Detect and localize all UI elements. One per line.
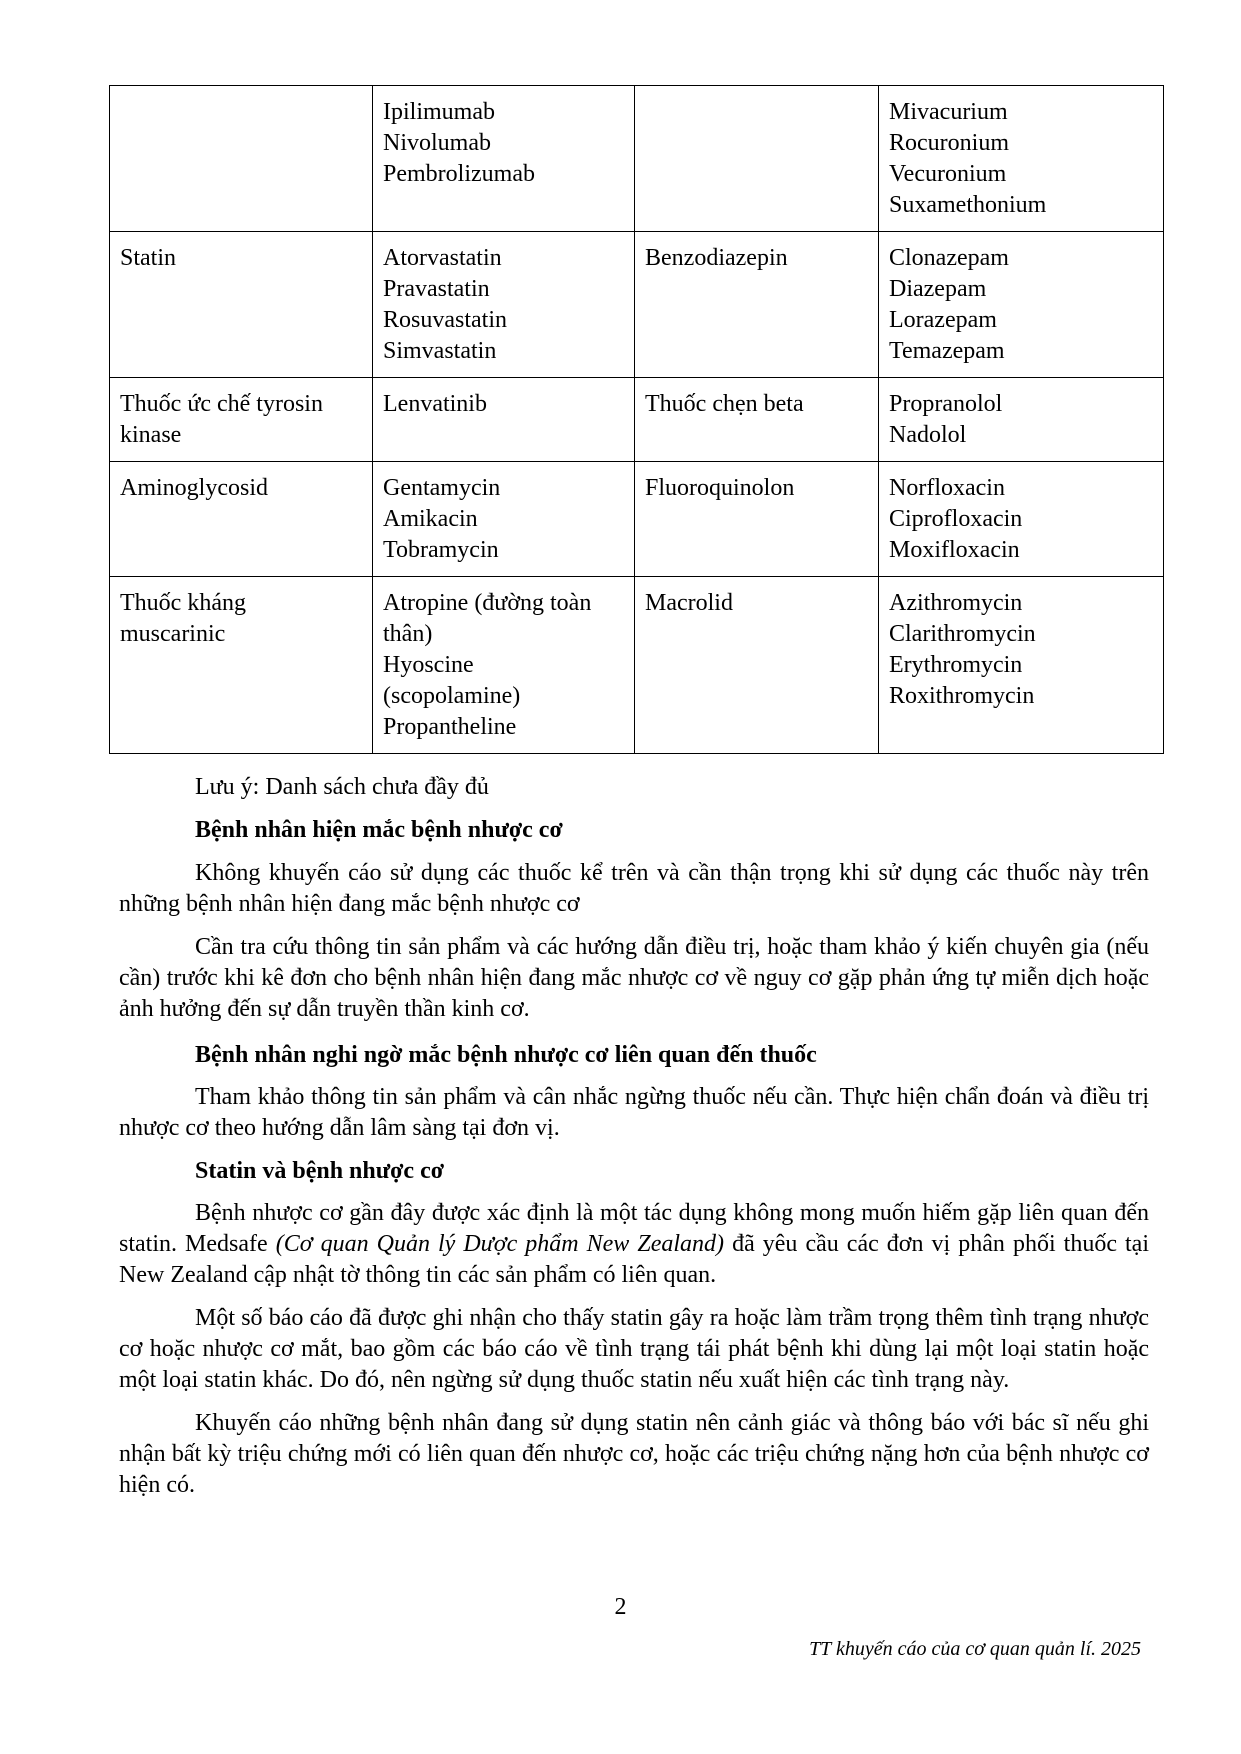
table-cell [110, 86, 373, 232]
section-body-current-mg [119, 858, 1149, 1025]
table-row [110, 86, 1164, 232]
cell-line: Amikacin [383, 506, 478, 532]
section-heading-current-mg: Bệnh nhân hiện mắc bệnh nhược cơ [195, 817, 563, 843]
paragraph: Một số báo cáo đã được ghi nhận cho thấy statin gây ra hoặc làm trầm trọng thêm tình trạng nhược cơ hoặc nhược cơ mắt, bao gồm các báo cáo về tình trạng tái phát bệnh khi dùng lại một loại statin hoặc một loại statin khác. Do đó, nên ngừng sử dụng thuốc statin nếu xuất hiện các tình trạng này. [119, 1305, 1149, 1393]
cell-line: Rosuvastatin [383, 307, 507, 333]
note-text: Lưu ý: Danh sách chưa đầy đủ [195, 774, 489, 800]
table-cell [635, 86, 879, 232]
cell-line: Diazepam [889, 276, 987, 302]
page-footer: TT khuyến cáo của cơ quan quản lí. 2025 [809, 1638, 1141, 1660]
cell-line: Aminoglycosid [120, 475, 268, 501]
table-cell [879, 577, 1164, 754]
table-cell [110, 378, 373, 462]
cell-line: Atorvastatin [383, 245, 502, 271]
section-body-suspected-mg [119, 1082, 1149, 1144]
paragraph: Khuyến cáo những bệnh nhân đang sử dụng statin nên cảnh giác và thông báo với bác sĩ nếu ghi nhận bất kỳ triệu chứng mới có liên quan đến nhược cơ, hoặc các triệu chứng nặng hơn của bệnh nhược cơ hiện có. [119, 1410, 1149, 1498]
cell-line: Benzodiazepin [645, 245, 788, 271]
cell-line: Statin [120, 245, 177, 271]
cell-line: Suxamethonium [889, 192, 1047, 218]
paragraph: Cần tra cứu thông tin sản phẩm và các hướng dẫn điều trị, hoặc tham khảo ý kiến chuyên gia (nếu cần) trước khi kê đơn cho bệnh nhân hiện đang mắc nhược cơ về nguy cơ gặp phản ứng tự miễn dịch hoặc ảnh hưởng đến sự dẫn truyền thần kinh cơ. [119, 934, 1149, 1022]
cell-line: Propantheline [383, 714, 517, 740]
cell-line: Lenvatinib [383, 391, 487, 417]
table-cell [879, 462, 1164, 577]
cell-line: thân) [383, 621, 433, 647]
cell-line: kinase [120, 422, 182, 448]
cell-line: Rocuronium [889, 130, 1009, 156]
cell-line: Ciprofloxacin [889, 506, 1023, 532]
cell-line: Tobramycin [383, 537, 499, 563]
table-cell [373, 232, 635, 378]
cell-line: Pravastatin [383, 276, 490, 302]
table-row [110, 577, 1164, 754]
table-cell [110, 232, 373, 378]
cell-line: Vecuronium [889, 161, 1007, 187]
table-cell [635, 378, 879, 462]
cell-line: Thuốc chẹn beta [645, 391, 804, 417]
drug-table [109, 85, 1164, 754]
table-cell [373, 378, 635, 462]
cell-line: Nadolol [889, 422, 967, 448]
cell-line: Clonazepam [889, 245, 1009, 271]
cell-line: Ipilimumab [383, 99, 495, 125]
cell-line: Pembrolizumab [383, 161, 535, 187]
table-row [110, 378, 1164, 462]
table-cell [373, 86, 635, 232]
paragraph-emphasis: (Cơ quan Quản lý Dược phẩm New Zealand) [275, 1231, 725, 1257]
table-cell [373, 577, 635, 754]
cell-line: Propranolol [889, 391, 1003, 417]
paragraph-text: đã yêu cầu các đơn vị phân phối thuốc tại New Zealand cập nhật tờ thông tin các sản phẩm có liên quan. [119, 1231, 1150, 1288]
table-row [110, 232, 1164, 378]
cell-line: muscarinic [120, 621, 226, 647]
cell-line: Thuốc kháng [120, 590, 246, 616]
cell-line: Azithromycin [889, 590, 1023, 616]
table-row [110, 462, 1164, 577]
section-heading-suspected-mg: Bệnh nhân nghi ngờ mắc bệnh nhược cơ liên quan đến thuốc [195, 1042, 817, 1068]
table-cell [635, 462, 879, 577]
table-cell [879, 86, 1164, 232]
table-cell [635, 577, 879, 754]
cell-line: Atropine (đường toàn [383, 590, 592, 616]
cell-line: Simvastatin [383, 338, 497, 364]
cell-line: Temazepam [889, 338, 1005, 364]
cell-line: Hyoscine [383, 652, 474, 678]
cell-line: Fluoroquinolon [645, 475, 795, 501]
cell-line: Roxithromycin [889, 683, 1035, 709]
section-heading-statin-mg: Statin và bệnh nhược cơ [195, 1158, 445, 1184]
cell-line: Erythromycin [889, 652, 1023, 678]
cell-line: Moxifloxacin [889, 537, 1020, 563]
table-cell [879, 378, 1164, 462]
table-cell [110, 577, 373, 754]
cell-line: Lorazepam [889, 307, 997, 333]
cell-line: Macrolid [645, 590, 733, 616]
cell-line: Nivolumab [383, 130, 491, 156]
page-number: 2 [614, 1594, 627, 1620]
drug-table-body [110, 86, 1164, 754]
cell-line: Norfloxacin [889, 475, 1005, 501]
cell-line: Gentamycin [383, 475, 501, 501]
cell-line: Thuốc ức chế tyrosin [120, 391, 323, 417]
table-cell [635, 232, 879, 378]
table-cell [373, 462, 635, 577]
paragraph [119, 1198, 1149, 1291]
table-cell [879, 232, 1164, 378]
cell-line: Mivacurium [889, 99, 1008, 125]
paragraph: Không khuyến cáo sử dụng các thuốc kể trên và cần thận trọng khi sử dụng các thuốc này trên những bệnh nhân hiện đang mắc bệnh nhược cơ [119, 860, 1149, 917]
paragraph: Tham khảo thông tin sản phẩm và cân nhắc ngừng thuốc nếu cần. Thực hiện chẩn đoán và điều trị nhược cơ theo hướng dẫn lâm sàng tại đơn vị. [119, 1084, 1149, 1141]
paragraph-text: Bệnh nhược cơ gần đây được xác định là một tác dụng không mong muốn hiếm gặp liên quan đến statin. Medsafe [119, 1200, 1149, 1257]
cell-line: Clarithromycin [889, 621, 1036, 647]
section-body-statin-mg [119, 1198, 1149, 1501]
table-cell [110, 462, 373, 577]
cell-line: (scopolamine) [383, 683, 521, 709]
